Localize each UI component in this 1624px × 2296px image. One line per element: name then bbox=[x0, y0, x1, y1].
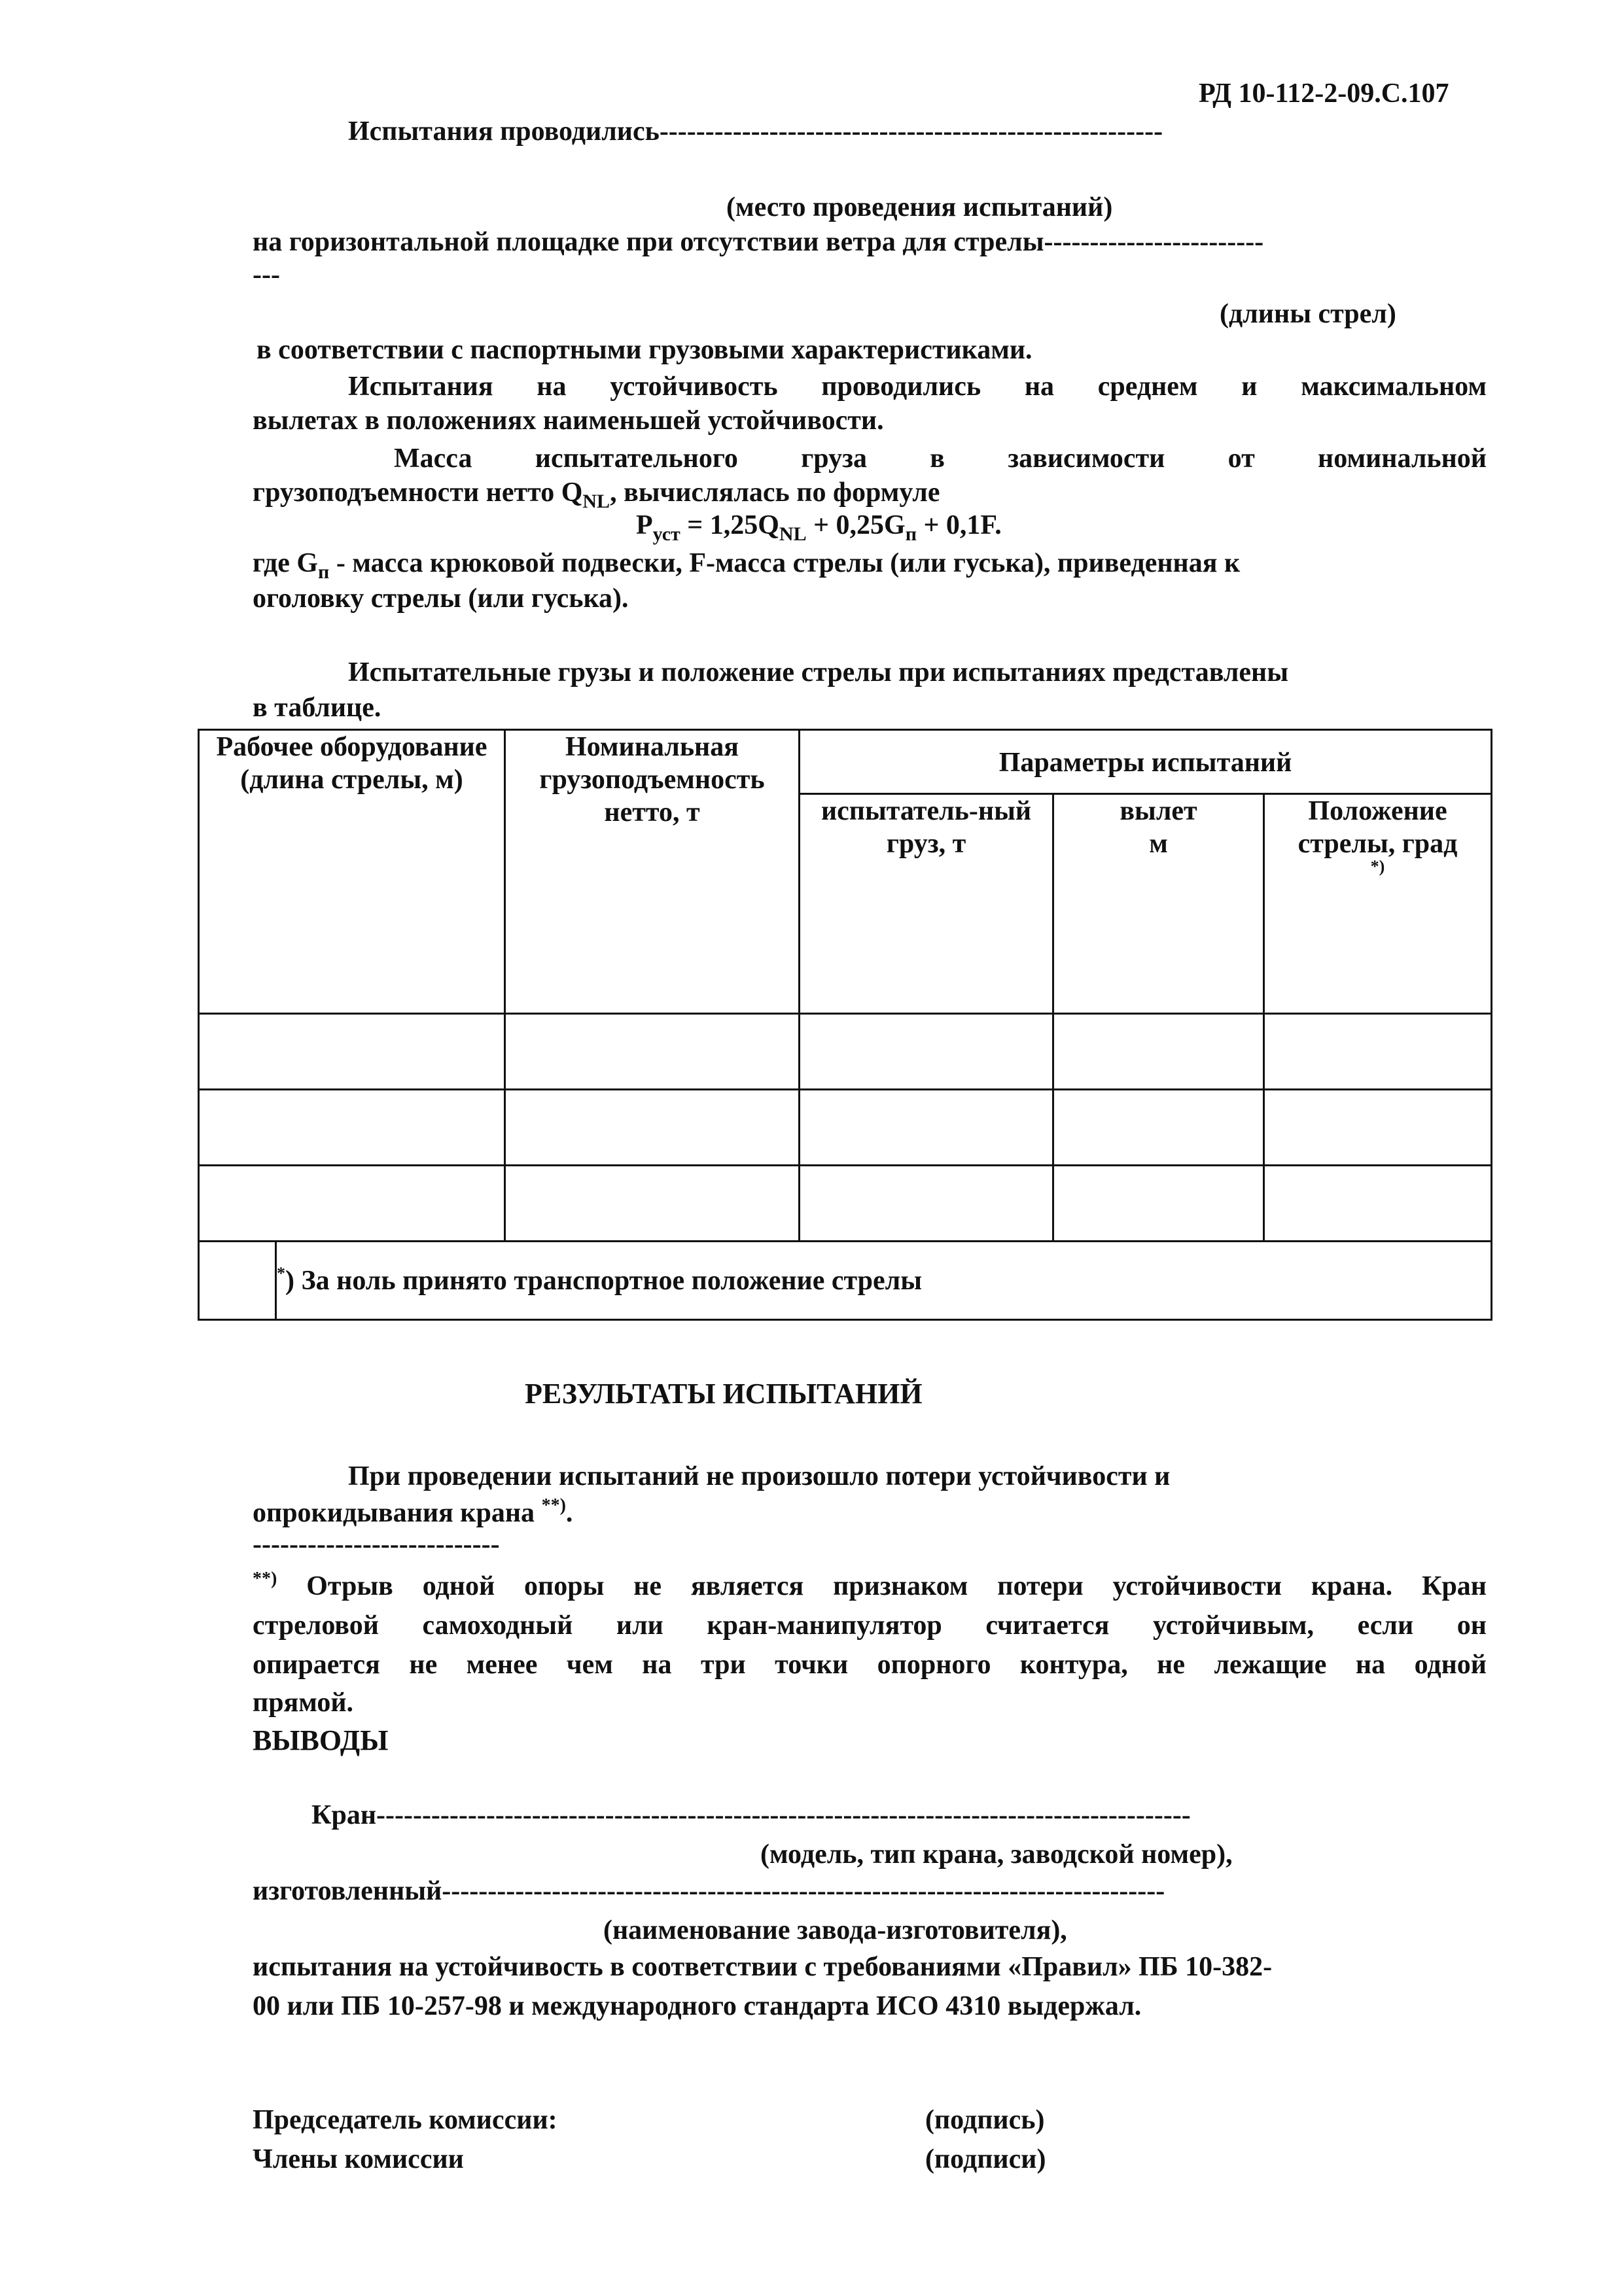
stability-line-1: Испытания на устойчивость проводились на среднем и максимальном bbox=[348, 372, 1487, 402]
col-capacity-header: Номинальная грузоподъемность нетто, т bbox=[505, 730, 800, 1014]
formula: $P_{уст} = 1,25Q_{NL} + 0,25G_п + 0,1F$. bbox=[636, 510, 1002, 545]
results-note-4: прямой. bbox=[253, 1688, 354, 1718]
table-footnote: *) За ноль принято транспортное положение стрелы bbox=[276, 1242, 1492, 1320]
cell-boom-position[interactable] bbox=[1264, 1090, 1492, 1166]
results-note-2: стреловой самоходный или кран-манипулятор считается устойчивым, если он bbox=[253, 1610, 1487, 1641]
cell-test-load[interactable] bbox=[800, 1090, 1053, 1166]
table-row bbox=[199, 1014, 1492, 1090]
col-boom-position-header: Положение стрелы, град *) bbox=[1264, 794, 1492, 1014]
members-signature: (подписи) bbox=[925, 2144, 1046, 2174]
passport-line: в соответствии с паспортными грузовыми характеристиками. bbox=[256, 335, 1033, 365]
manufacturer-caption: (наименование завода-изготовителя), bbox=[603, 1915, 1067, 1945]
doc-number: РД 10-112-2-09.С.107 bbox=[1199, 78, 1449, 109]
footnote-empty-cell bbox=[199, 1242, 276, 1320]
table-row bbox=[199, 1166, 1492, 1242]
stability-line-2: вылетах в положениях наименьшей устойчивости. bbox=[253, 406, 884, 436]
cell-reach[interactable] bbox=[1053, 1166, 1264, 1242]
cell-capacity[interactable] bbox=[505, 1090, 800, 1166]
crane-caption: (модель, тип крана, заводской номер), bbox=[760, 1839, 1233, 1870]
mass-line-2: грузоподъемности нетто $Q_{NL}$, вычислялась по формуле bbox=[253, 478, 940, 512]
results-text-2: опрокидывания крана **). bbox=[253, 1495, 573, 1528]
results-note-3: опирается не менее чем на три точки опорного контура, не лежащие на одной bbox=[253, 1650, 1487, 1680]
cell-boom-position[interactable] bbox=[1264, 1014, 1492, 1090]
boom-line: на горизонтальной площадке при отсутствии ветра для стрелы------------------------ bbox=[253, 227, 1264, 257]
place-caption: (место проведения испытаний) bbox=[726, 192, 1113, 222]
results-heading: РЕЗУЛЬТАТЫ ИСПЫТАНИЙ bbox=[525, 1378, 923, 1410]
table-intro-line-2: в таблице. bbox=[253, 693, 381, 723]
cell-capacity[interactable] bbox=[505, 1166, 800, 1242]
cell-reach[interactable] bbox=[1053, 1014, 1264, 1090]
col-test-load-header: испытатель-ный груз, т bbox=[800, 794, 1053, 1014]
boom-line-tail: --- bbox=[253, 260, 280, 290]
cell-boom-position[interactable] bbox=[1264, 1166, 1492, 1242]
cell-equipment[interactable] bbox=[199, 1014, 505, 1090]
chairman-signature: (подпись) bbox=[925, 2105, 1045, 2135]
conclusions-text-2: 00 или ПБ 10-257-98 и международного стандарта ИСО 4310 выдержал. bbox=[253, 1991, 1142, 2021]
results-separator: --------------------------- bbox=[253, 1529, 500, 1559]
col-reach-header: вылет м bbox=[1053, 794, 1264, 1014]
table-intro-line-1: Испытательные грузы и положение стрелы при испытаниях представлены bbox=[348, 657, 1289, 687]
where-line-1: где $G_п$ - масса крюковой подвески, F-масса стрелы (или гуська), приведенная к bbox=[253, 548, 1241, 583]
table-row bbox=[199, 1090, 1492, 1166]
chairman-label: Председатель комиссии: bbox=[253, 2105, 557, 2135]
cell-test-load[interactable] bbox=[800, 1166, 1053, 1242]
where-line-2: оголовку стрелы (или гуська). bbox=[253, 583, 629, 614]
crane-line: Кран----------------------------------------------------------------------------------------- bbox=[311, 1800, 1191, 1830]
table-footnote-row bbox=[199, 1242, 1492, 1320]
boom-caption: (длины стрел) bbox=[1220, 299, 1396, 329]
conclusions-heading: ВЫВОДЫ bbox=[253, 1724, 389, 1756]
params-group-header: Параметры испытаний bbox=[800, 730, 1492, 794]
cell-capacity[interactable] bbox=[505, 1014, 800, 1090]
results-note-1: **) Отрыв одной опоры не является признаком потери устойчивости крана. Кран bbox=[253, 1569, 1487, 1601]
results-text-1: При проведении испытаний не произошло потери устойчивости и bbox=[348, 1461, 1171, 1491]
members-label: Члены комиссии bbox=[253, 2144, 464, 2174]
test-parameters-table bbox=[198, 729, 1492, 1321]
cell-test-load[interactable] bbox=[800, 1014, 1053, 1090]
conclusions-text-1: испытания на устойчивость в соответствии с требованиями «Правил» ПБ 10-382- bbox=[253, 1952, 1273, 1982]
mass-line-1: Масса испытательного груза в зависимости от номинальной bbox=[394, 444, 1487, 474]
cell-equipment[interactable] bbox=[199, 1090, 505, 1166]
col-equipment-header: Рабочее оборудование (длина стрелы, м) bbox=[199, 730, 505, 1014]
cell-reach[interactable] bbox=[1053, 1090, 1264, 1166]
tests-held-line: Испытания проводились------------------------------------------------------- bbox=[348, 116, 1163, 147]
cell-equipment[interactable] bbox=[199, 1166, 505, 1242]
manufacturer-line: изготовленный------------------------------------------------------------------------------- bbox=[253, 1876, 1165, 1906]
